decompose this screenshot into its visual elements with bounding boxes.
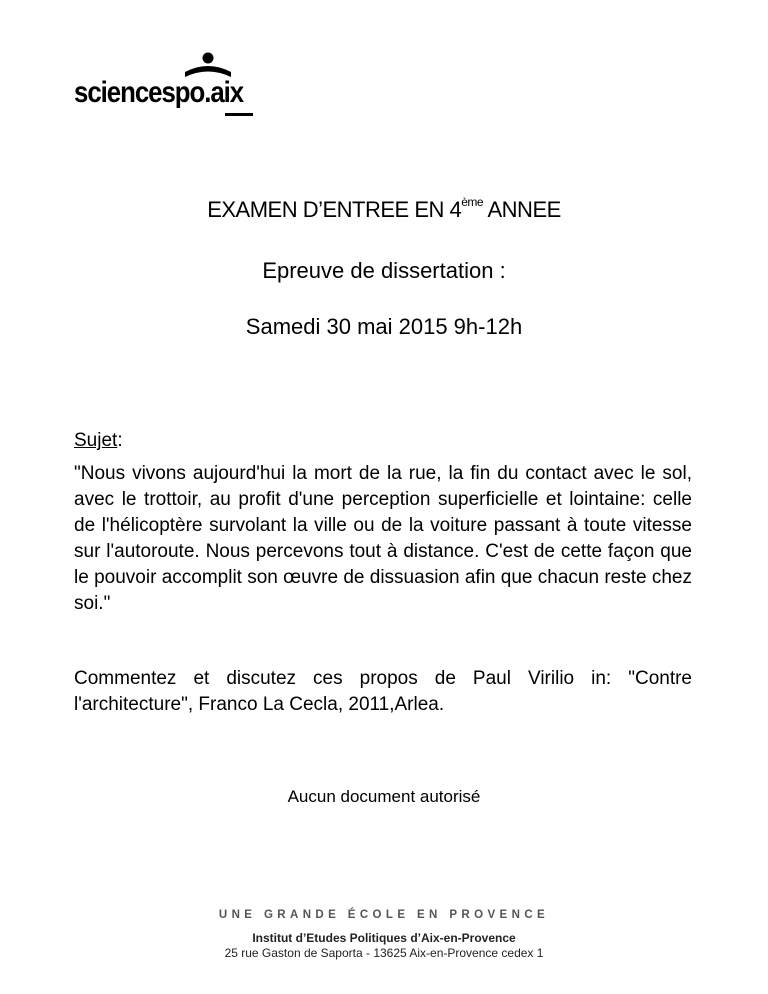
exam-subtitle: Epreuve de dissertation : (262, 258, 506, 283)
exam-title-main: EXAMEN D’ENTREE EN 4 (207, 197, 462, 222)
exam-title (0, 197, 768, 223)
footer-address: 25 rue Gaston de Saporta - 13625 Aix-en-Provence cedex 1 (224, 946, 544, 960)
sujet-colon: : (117, 430, 123, 451)
logo-underline (225, 113, 253, 116)
sujet-label: Sujet (74, 430, 118, 451)
footer-tagline: UNE GRANDE ÉCOLE EN PROVENCE (218, 909, 550, 921)
footer-institution: Institut d’Etudes Politiques d’Aix-en-Provence (252, 931, 516, 945)
exam-title-superscript: ème (461, 195, 484, 209)
document-note: Aucun document autorisé (287, 787, 481, 806)
subject-instruction: Commentez et discutez ces propos de Paul Virilio in: "Contre l'architecture", Franco La Cecla, 2011,Arlea. (74, 668, 692, 715)
exam-title-end: ANNEE (483, 197, 561, 222)
exam-date: Samedi 30 mai 2015 9h-12h (245, 314, 523, 339)
subject-quote: "Nous vivons aujourd'hui la mort de la rue, la fin du contact avec le sol, avec le trottoir, au profit d'une perception superficielle et lointaine: celle de l'hélicoptère survolant la ville ou de la voiture passant à toute vitesse sur l'autoroute. Nous percevons tout à distance. C'est de cette façon que le pouvoir accomplit son œuvre de dissuasion afin que chacun reste chez soi." (74, 463, 692, 614)
sujet-heading (74, 430, 123, 452)
logo-text: sciencespo.aix (74, 76, 244, 109)
sciencespo-logo (74, 52, 254, 116)
